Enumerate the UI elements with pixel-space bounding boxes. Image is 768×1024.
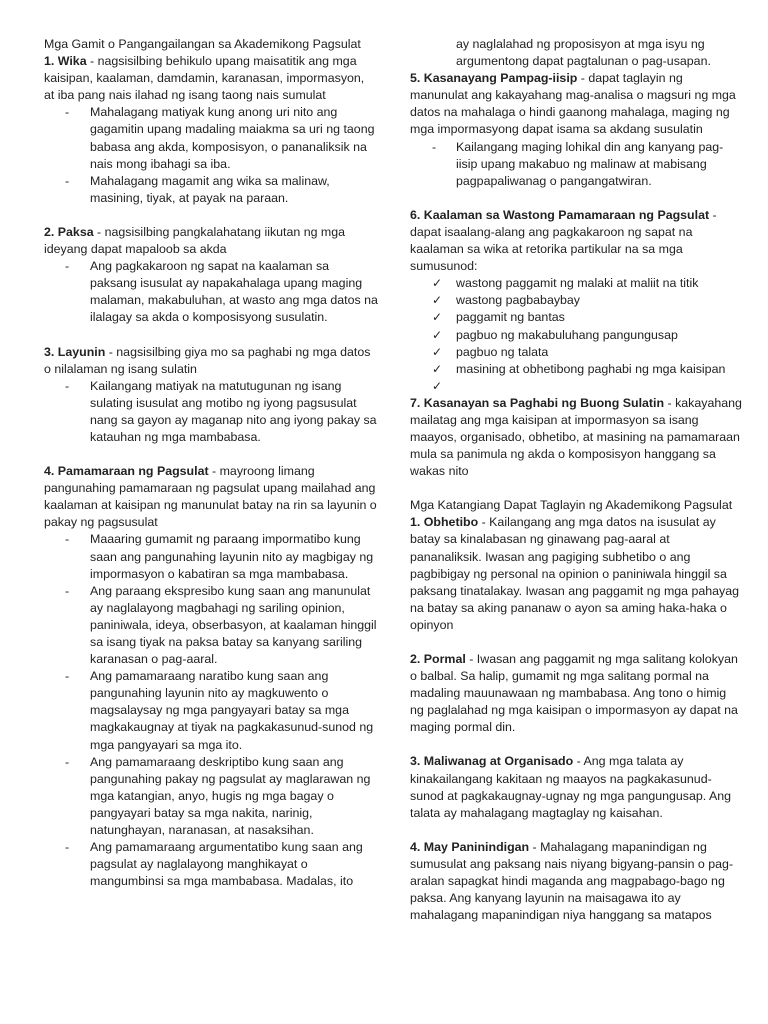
bullet-list — [44, 378, 378, 446]
item-text: - dapat taglayin ng manunulat ang kakayahang mag-analisa o magsuri ng mga datos na mahalaga o hindi gaanong mahalaga, maging ng mga impormasyong dapat isama sa akdang susulatin — [410, 71, 736, 137]
trait-maliwanag-at-organisado — [410, 753, 742, 821]
item-text: - Ang mga talata ay kinakailangang kakitaan ng maayos na pagkakasunud-sunod at pagkakaugnay-ugnay ng mga pangungusap. Ang talata ay mahalagang magtaglay ng kaisahan. — [410, 754, 732, 820]
item-heading: 7. Kasanayan sa Paghabi ng Buong Sulatin — [410, 395, 665, 410]
item-pamamaraan — [44, 463, 378, 531]
list-item: - Kailangang maging lohikal din ang kanyang pag-iisip upang makabuo ng malinaw at mabisang pagpapaliwanag o pangangatwiran. — [410, 139, 742, 190]
continuation-text: ay naglalahad ng proposisyon at mga isyu ng argumentong dapat pagtalunan o pag-usapan. — [456, 37, 711, 69]
checklist-item: ✓ wastong pagbabaybay — [410, 292, 742, 309]
item-heading: 2. Paksa — [44, 224, 94, 239]
item-heading: 4. May Paninindigan — [410, 839, 530, 854]
section-title: Mga Katangiang Dapat Taglayin ng Akademikong Pagsulat — [410, 498, 733, 513]
item-text: - kakayahang mailatag ang mga kaisipan at impormasyon sa isang maayos, organisado, obhetibo, at masining na pamamaraan mula sa panimula ng akda o komposisyon hanggang sa wakas nito — [410, 395, 742, 479]
section-title: Mga Gamit o Pangangailangan sa Akademikong Pagsulat — [44, 37, 361, 51]
list-item: - Kailangang matiyak na matutugunan ng isang sulating isusulat ang motibo ng iyong pagsusulat nang sa gayon ay maganap nito ang iyong pakay sa katauhan ng mga mambabasa. — [44, 378, 378, 446]
item-wika — [44, 53, 378, 104]
item-text: - nagsisilbing pangkalahatang iikutan ng mga ideyang dapat mapaloob sa akda — [44, 224, 346, 257]
item-text: - dapat isaalang-alang ang pagkakaroon ng sapat na kaalaman sa wika at retorika partikular na sa mga sumusunod: — [410, 207, 717, 274]
right-column — [410, 36, 742, 924]
item-paksa — [44, 224, 378, 258]
item-text: - nagsisilbing behikulo upang maisatitik ang mga kaisipan, kaalaman, damdamin, karanasan, impormasyon, at iba pang nais ilahad ng isang taong nais sumulat — [44, 54, 365, 103]
item-heading: 1. Wika — [44, 54, 87, 69]
checklist-item: ✓ paggamit ng bantas — [410, 309, 742, 326]
item-text: - Kailangang ang mga datos na isusulat ay batay sa kinalabasan ng ginawang pag-aaral at pananaliksik. Iwasan ang pagiging subhetibo o ang pagbibigay ng personal na opinion o paniniwala hinggil sa paksang tinatalakay. Iwasan ang paggamit ng mga pahayag na batay sa aking pananaw o ayon sa aming haka-haka o opinyon — [410, 515, 740, 632]
list-item: - Ang pamamaraang deskriptibo kung saan ang pangunahing pakay ng pagsulat ay maglarawan ng mga katangian, anyo, hugis ng mga bagay o pangyayari batay sa mga nakita, narinig, natunghayan, naranasan, at nasaksihan. — [44, 754, 378, 839]
checklist-item: ✓ masining at obhetibong paghabi ng mga kaisipan — [410, 361, 742, 378]
list-item: - Mahalagang matiyak kung anong uri nito ang gagamitin upang madaling maiakma sa uri ng taong babasa ang akda, komposisyon, o pananaliksik na nais mong ibahagi sa iba. — [44, 104, 378, 172]
item-heading: 6. Kaalaman sa Wastong Pamamaraan ng Pagsulat — [410, 207, 710, 222]
item-heading: 4. Pamamaraan ng Pagsulat — [44, 464, 209, 479]
trait-pormal — [410, 651, 742, 736]
list-item: - Ang pamamaraang argumentatibo kung saan ang pagsulat ay naglalayong manghikayat o mangumbinsi sa mga mambabasa. Madalas, ito — [44, 839, 378, 890]
bullet-list — [410, 139, 742, 190]
list-item: - Ang paraang ekspresibo kung saan ang manunulat ay naglalayong magbahagi ng sariling opinion, paniniwala, ideya, obserbasyon, at kaalaman hinggil sa isang tiyak na paksa batay sa kanyang sariling karanasan o pag-aaral. — [44, 583, 378, 668]
item-text: - Mahalagang mapanindigan ng sumusulat ang paksang nais niyang bigyang-pansin o pag-aralan sapagkat hindi maganda ang magpabago-bago ng paksa. Ang kanyang layunin na maisagawa ito ay mahalagang mapanindigan niya hanggang sa matapos — [410, 839, 734, 923]
trait-obhetibo — [410, 514, 742, 634]
item-heading: 3. Layunin — [44, 344, 106, 359]
item-text: - Iwasan ang paggamit ng mga salitang kolokyan o balbal. Sa halip, gumamit ng mga salitang pormal na madaling mauunawaan ng mambabasa. Ang tono o himig ng paglalahad ng mga kaisipan o impormasyon ay dapat na maging pormal din. — [410, 652, 738, 735]
list-item: - Maaaring gumamit ng paraang impormatibo kung saan ang pangunahing layunin nito ay magbigay ng impormasyon o kabatiran sa mga mambabasa. — [44, 531, 378, 582]
list-item: - Ang pamamaraang naratibo kung saan ang pangunahing layunin nito ay magkuwento o magsalaysay ng mga pangyayari batay sa mga magkakaugnay at tiyak na pagkakasunud-sunod ng mga pangyayari sa mga ito. — [44, 668, 378, 753]
list-item: - Ang pagkakaroon ng sapat na kaalaman sa paksang isusulat ay napakahalaga upang maging malaman, makabuluhan, at wasto ang mga datos na ilalagay sa akda o komposisyong susulatin. — [44, 258, 378, 326]
checklist-item: ✓ wastong paggamit ng malaki at maliit na titik — [410, 275, 742, 292]
bullet-list — [44, 531, 378, 890]
bullet-list — [44, 104, 378, 207]
item-kasanayang-pampag-iisip — [410, 70, 742, 138]
left-column — [44, 36, 378, 890]
item-heading: 2. Pormal — [410, 652, 466, 666]
bullet-list — [44, 258, 378, 326]
item-text: - nagsisilbing giya mo sa paghabi ng mga datos o nilalaman ng isang sulatin — [44, 344, 371, 376]
checklist-item: ✓ pagbuo ng makabuluhang pangungusap — [410, 327, 742, 344]
trait-may-paninindigan — [410, 839, 742, 924]
item-kaalaman-sa-wastong-pamamaraan — [410, 207, 742, 275]
checklist-item — [410, 378, 742, 395]
item-heading: 5. Kasanayang Pampag-iisip — [410, 71, 578, 86]
checklist-item: ✓ pagbuo ng talata — [410, 344, 742, 361]
item-text: - mayroong limang pangunahing pamamaraan ng pagsulat upang mailahad ang kaalaman at kaisipan ng manunulat batay na rin sa layunin o pakay ng pagsusulat — [44, 464, 377, 530]
item-heading: 1. Obhetibo — [410, 515, 479, 530]
list-item: - Mahalagang magamit ang wika sa malinaw, masining, tiyak, at payak na paraan. — [44, 173, 378, 207]
item-layunin — [44, 344, 378, 378]
item-heading: 3. Maliwanag at Organisado — [410, 754, 574, 769]
item-kasanayan-sa-paghabi — [410, 395, 742, 480]
checklist — [410, 275, 742, 395]
